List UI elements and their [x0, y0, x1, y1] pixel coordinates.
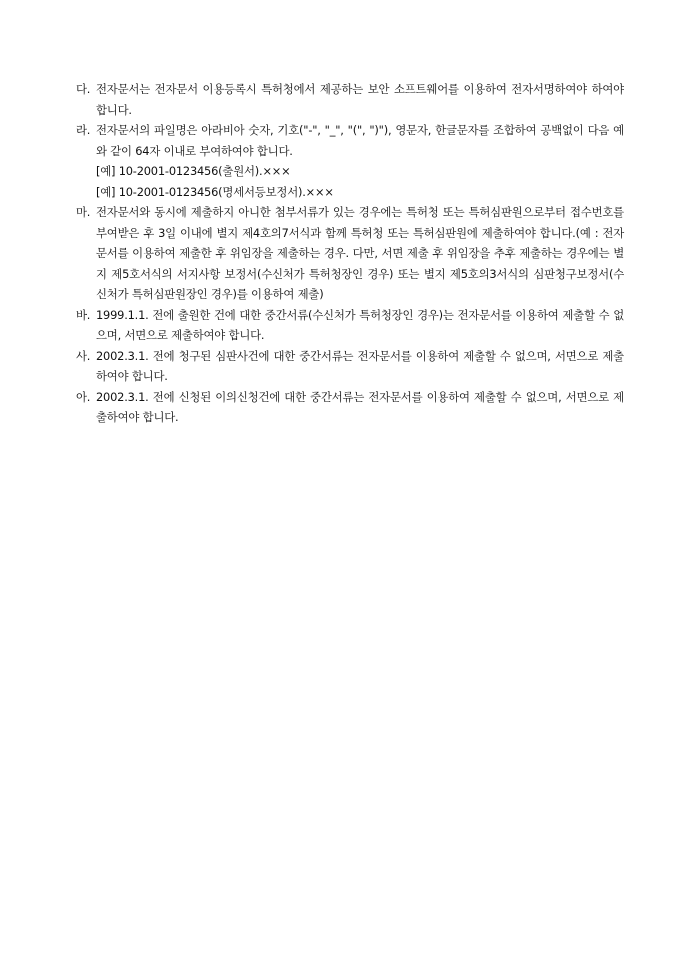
- list-item-da: [76, 79, 624, 120]
- list-item-ra: [76, 120, 624, 161]
- list-marker: 아.: [76, 389, 91, 404]
- list-marker: 사.: [76, 348, 91, 363]
- document-content: [76, 79, 624, 428]
- list-item-text: 전자문서와 동시에 제출하지 아니한 첨부서류가 있는 경우에는 특허청 또는 특허심판원으로부터 접수번호를 부여받은 후 3일 이내에 별지 제4호의7서식과 함께 특허청 또는 특허심판원에 제출하여야 합니다.(예 : 전자문서를 이용하여 제출한 후 위임장을 제출하는 경우. 다만, 서면 제출 후 위임장을 추후 제출하는 경우에는 별지 제5호서식의 서지사항 보정서(수신처가 특허청장인 경우) 또는 별지 제5호의3서식의 심판청구보정서(수신처가 특허심판원장인 경우)를 이용하여 제출): [96, 205, 624, 301]
- list-item-a: [76, 387, 624, 428]
- list-marker: 라.: [76, 123, 91, 137]
- filename-example-1: [예] 10-2001-0123456(출원서).×××: [96, 164, 291, 178]
- list-item-text: 전자문서의 파일명은 아라비아 숫자, 기호("-", "_", "(", ")"), 영문자, 한글문자를 조합하여 공백없이 다음 예와 같이 64자 이내로 부여하여야 합니다.: [96, 123, 624, 158]
- list-item-ma: [76, 202, 624, 305]
- list-marker: 마.: [76, 205, 91, 219]
- list-item-text: 1999.1.1. 전에 출원한 건에 대한 중간서류(수신처가 특허청장인 경우)는 전자문서를 이용하여 제출할 수 없으며, 서면으로 제출하여야 합니다.: [96, 307, 624, 342]
- list-item-sa: [76, 346, 624, 387]
- list-item-text: 2002.3.1. 전에 신청된 이의신청건에 대한 중간서류는 전자문서를 이용하여 제출할 수 없으며, 서면으로 제출하여야 합니다.: [96, 389, 624, 424]
- list-marker: 다.: [76, 82, 91, 96]
- list-item-text: 전자문서는 전자문서 이용등록시 특허청에서 제공하는 보안 소프트웨어를 이용하여 전자서명하여야 하여야 합니다.: [96, 82, 624, 117]
- list-item-text: 2002.3.1. 전에 청구된 심판사건에 대한 중간서류는 전자문서를 이용하여 제출할 수 없으며, 서면으로 제출하여야 합니다.: [96, 348, 624, 383]
- filename-example-2: [예] 10-2001-0123456(명세서등보정서).×××: [96, 184, 334, 199]
- list-item-ba: [76, 305, 624, 346]
- list-marker: 바.: [76, 307, 91, 322]
